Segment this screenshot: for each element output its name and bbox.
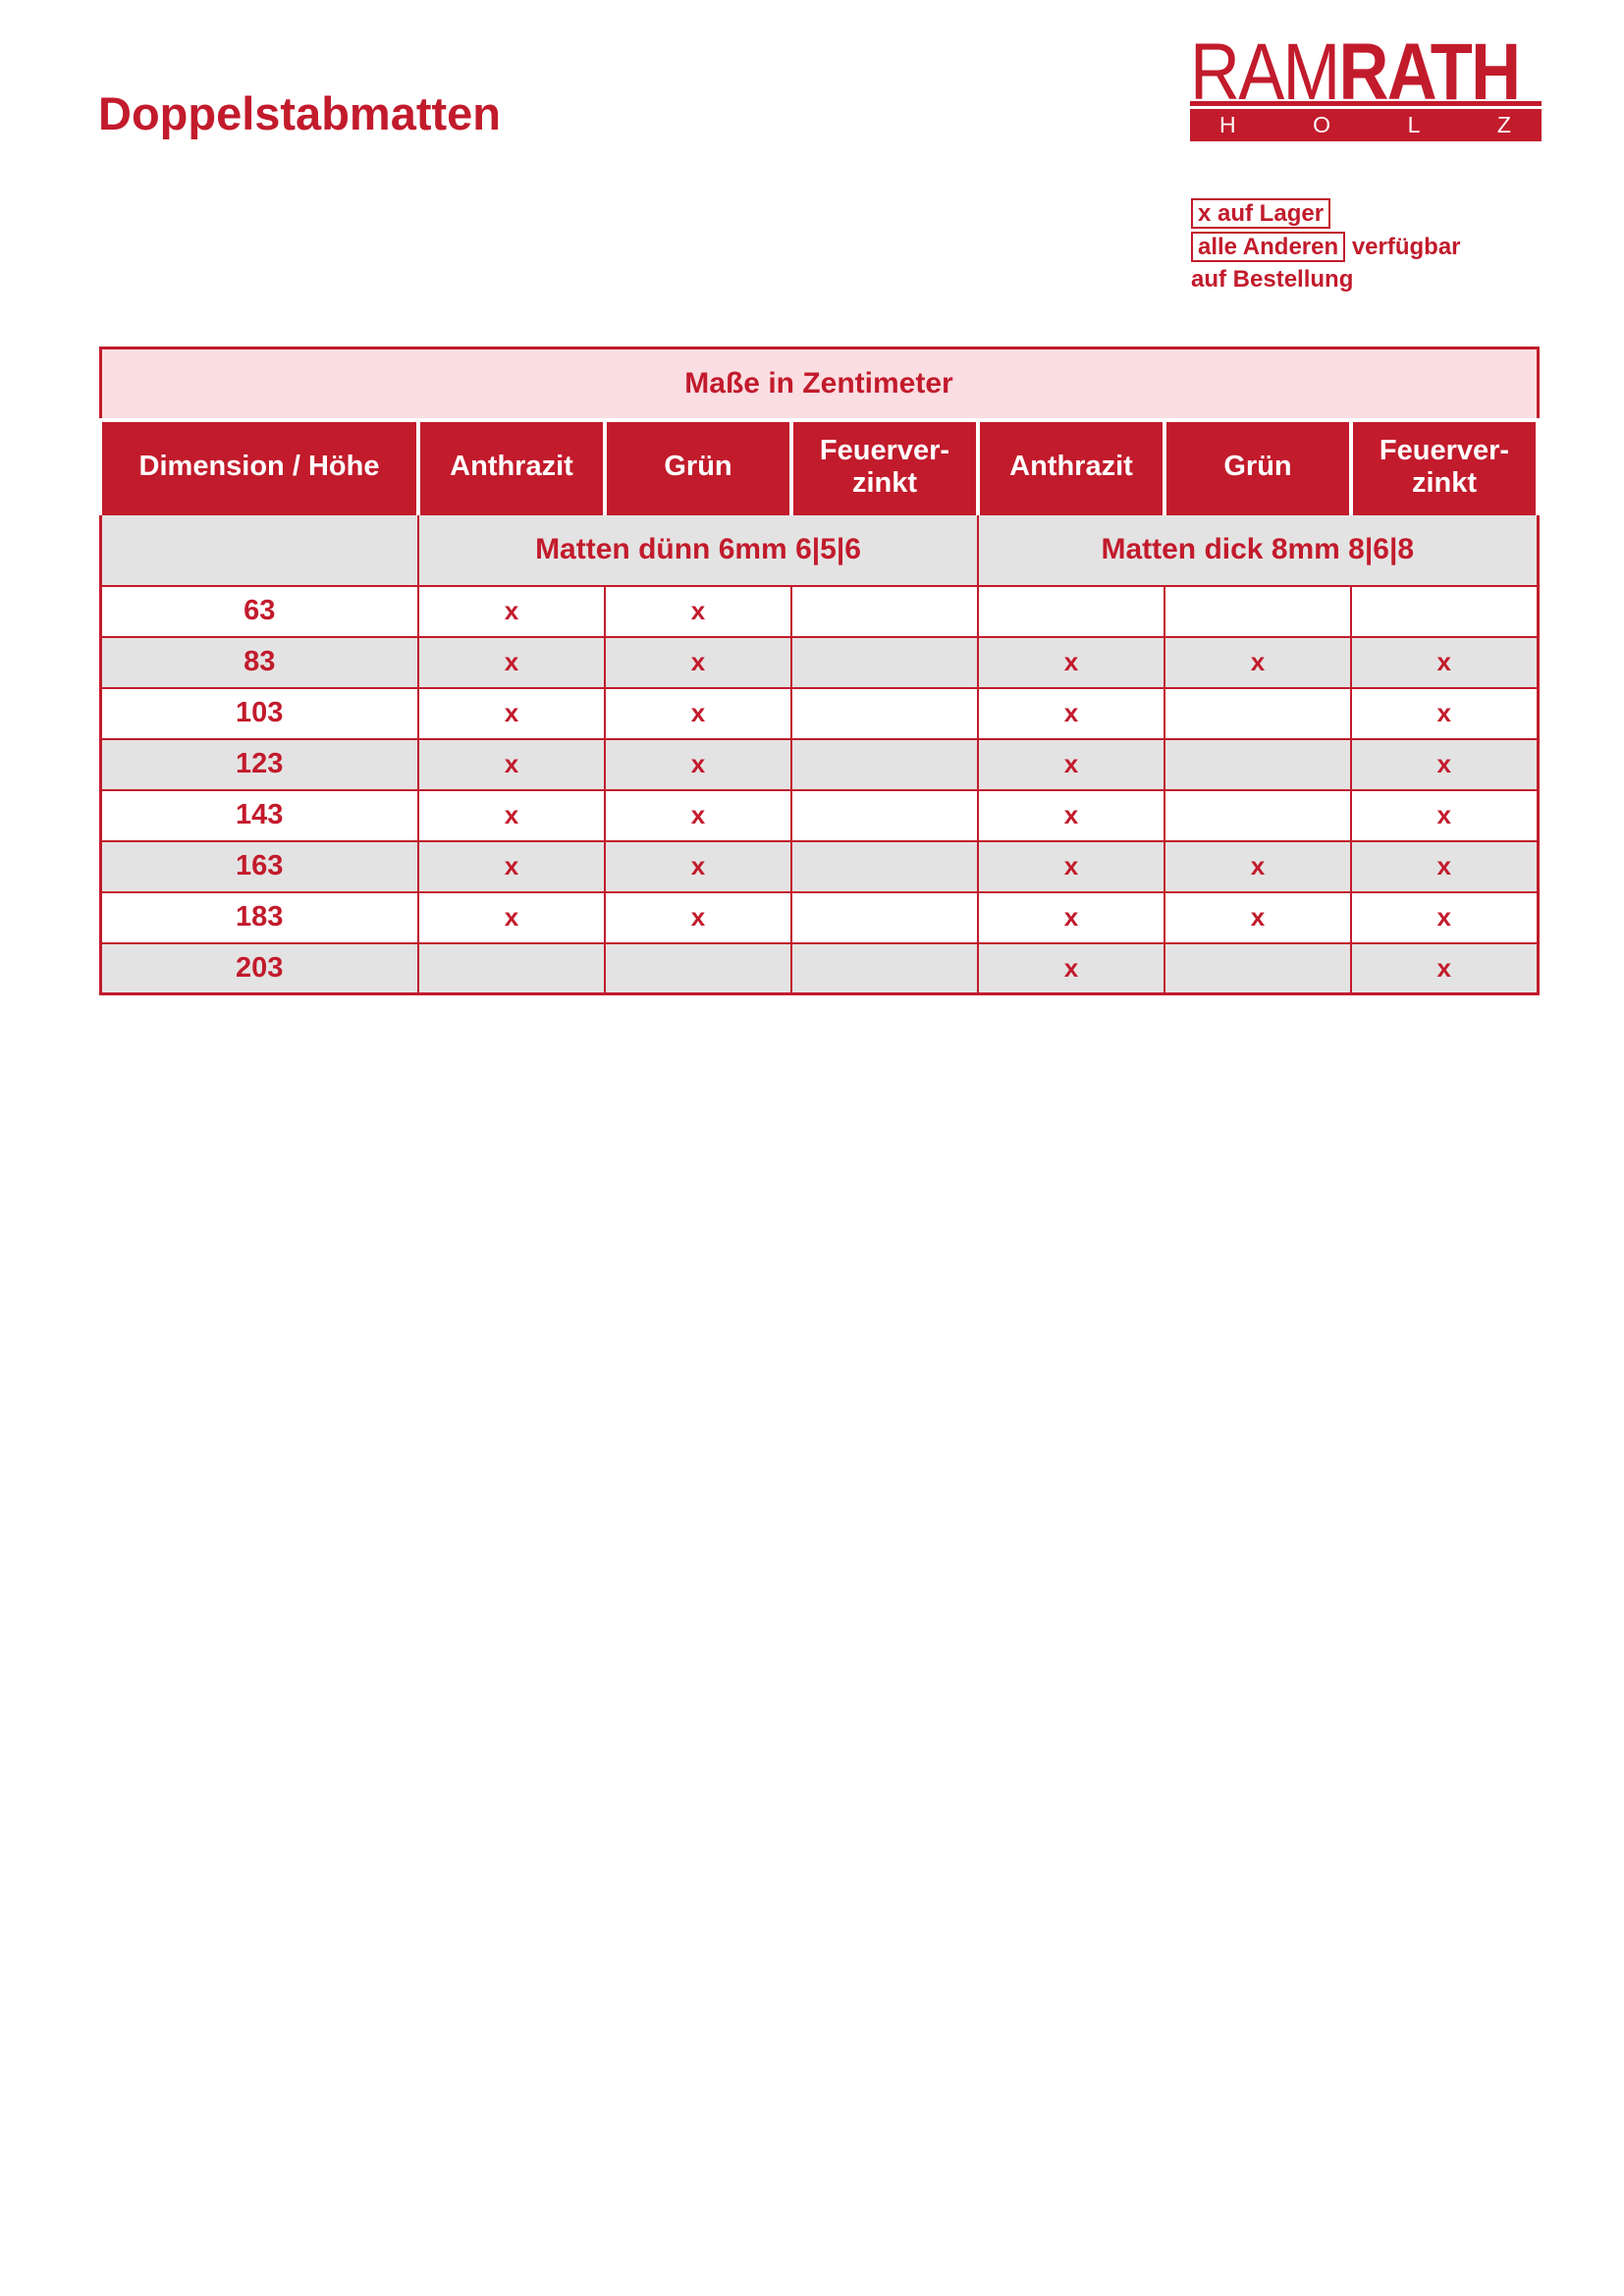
logo-letter: H — [1219, 112, 1237, 137]
availability-cell: x — [1351, 739, 1538, 790]
table-row — [100, 892, 1538, 943]
availability-table — [98, 347, 1540, 995]
availability-cell: x — [1351, 688, 1538, 739]
legend-verfuegbar-text: verfügbar — [1351, 234, 1461, 260]
group-matten-dick: Matten dick 8mm 8|6|8 — [978, 514, 1538, 586]
availability-cell — [791, 892, 978, 943]
availability-cell: x — [418, 586, 605, 637]
col-header-feuerverzinkt-thin: Feuerver-zinkt — [791, 420, 978, 514]
availability-cell — [791, 637, 978, 688]
table-row — [100, 943, 1538, 994]
availability-cell: x — [1351, 943, 1538, 994]
row-height-cell: 163 — [100, 841, 418, 892]
availability-cell: x — [605, 637, 791, 688]
table-row — [100, 586, 1538, 637]
availability-cell: x — [1164, 892, 1351, 943]
availability-cell: x — [1164, 637, 1351, 688]
col-header-anthrazit-thin: Anthrazit — [418, 420, 605, 514]
availability-cell — [791, 688, 978, 739]
availability-cell: x — [978, 688, 1164, 739]
availability-cell: x — [978, 943, 1164, 994]
col-header-feuerverzinkt-thick: Feuerver-zinkt — [1351, 420, 1538, 514]
table-row — [100, 637, 1538, 688]
legend-boxed-alle-anderen: alle Anderen — [1191, 232, 1345, 262]
availability-cell — [791, 790, 978, 841]
availability-cell — [1164, 943, 1351, 994]
availability-cell — [1164, 739, 1351, 790]
availability-cell: x — [418, 841, 605, 892]
row-height-cell: 63 — [100, 586, 418, 637]
table-title-row — [100, 348, 1538, 420]
group-matten-duenn: Matten dünn 6mm 6|5|6 — [418, 514, 978, 586]
table-header-row — [100, 420, 1538, 514]
table-row — [100, 841, 1538, 892]
col-header-gruen-thick: Grün — [1164, 420, 1351, 514]
table-row — [100, 790, 1538, 841]
availability-cell: x — [978, 841, 1164, 892]
company-logo — [1190, 27, 1542, 141]
availability-cell: x — [1351, 841, 1538, 892]
availability-cell: x — [978, 739, 1164, 790]
availability-cell: x — [418, 637, 605, 688]
availability-cell: x — [1351, 637, 1538, 688]
availability-cell: x — [1164, 841, 1351, 892]
table-row — [100, 688, 1538, 739]
row-height-cell: 103 — [100, 688, 418, 739]
table-row — [100, 739, 1538, 790]
table-group-row — [100, 514, 1538, 586]
availability-cell — [791, 586, 978, 637]
row-height-cell: 123 — [100, 739, 418, 790]
logo-letter: Z — [1496, 112, 1512, 137]
page-title: Doppelstabmatten — [98, 87, 501, 139]
table-title: Maße in Zentimeter — [100, 348, 1538, 420]
availability-cell — [791, 943, 978, 994]
availability-cell: x — [418, 688, 605, 739]
logo-word-rath: RATH — [1338, 27, 1520, 117]
availability-cell — [978, 586, 1164, 637]
col-header-anthrazit-thick: Anthrazit — [978, 420, 1164, 514]
availability-cell: x — [978, 637, 1164, 688]
availability-cell: x — [605, 841, 791, 892]
availability-cell: x — [605, 739, 791, 790]
row-height-cell: 183 — [100, 892, 418, 943]
legend-boxed-x-auf-lager: x auf Lager — [1191, 198, 1330, 229]
availability-cell: x — [605, 790, 791, 841]
row-height-cell: 143 — [100, 790, 418, 841]
col-header-gruen-thin: Grün — [605, 420, 791, 514]
availability-cell — [418, 943, 605, 994]
row-height-cell: 83 — [100, 637, 418, 688]
availability-cell: x — [605, 688, 791, 739]
availability-cell — [791, 841, 978, 892]
availability-cell: x — [418, 790, 605, 841]
availability-cell — [1164, 688, 1351, 739]
legend-line-2 — [1191, 232, 1461, 262]
table-body — [100, 586, 1538, 994]
availability-cell — [1164, 586, 1351, 637]
legend-line-3: auf Bestellung — [1191, 266, 1354, 293]
col-header-dimension: Dimension / Höhe — [100, 420, 418, 514]
availability-cell: x — [418, 739, 605, 790]
availability-cell — [791, 739, 978, 790]
availability-cell — [1164, 790, 1351, 841]
legend-line-1 — [1191, 198, 1461, 229]
logo-letter: L — [1407, 112, 1422, 137]
logo-wordmark — [1190, 27, 1542, 117]
availability-cell: x — [605, 586, 791, 637]
group-empty-cell — [100, 514, 418, 586]
logo-word-ram: RAM — [1190, 27, 1339, 117]
availability-cell: x — [418, 892, 605, 943]
availability-cell: x — [1351, 892, 1538, 943]
availability-cell: x — [1351, 790, 1538, 841]
stock-legend — [1191, 198, 1461, 296]
availability-cell: x — [978, 790, 1164, 841]
availability-cell: x — [978, 892, 1164, 943]
logo-letter: O — [1313, 112, 1332, 137]
availability-cell — [605, 943, 791, 994]
availability-cell: x — [605, 892, 791, 943]
availability-cell — [1351, 586, 1538, 637]
row-height-cell: 203 — [100, 943, 418, 994]
